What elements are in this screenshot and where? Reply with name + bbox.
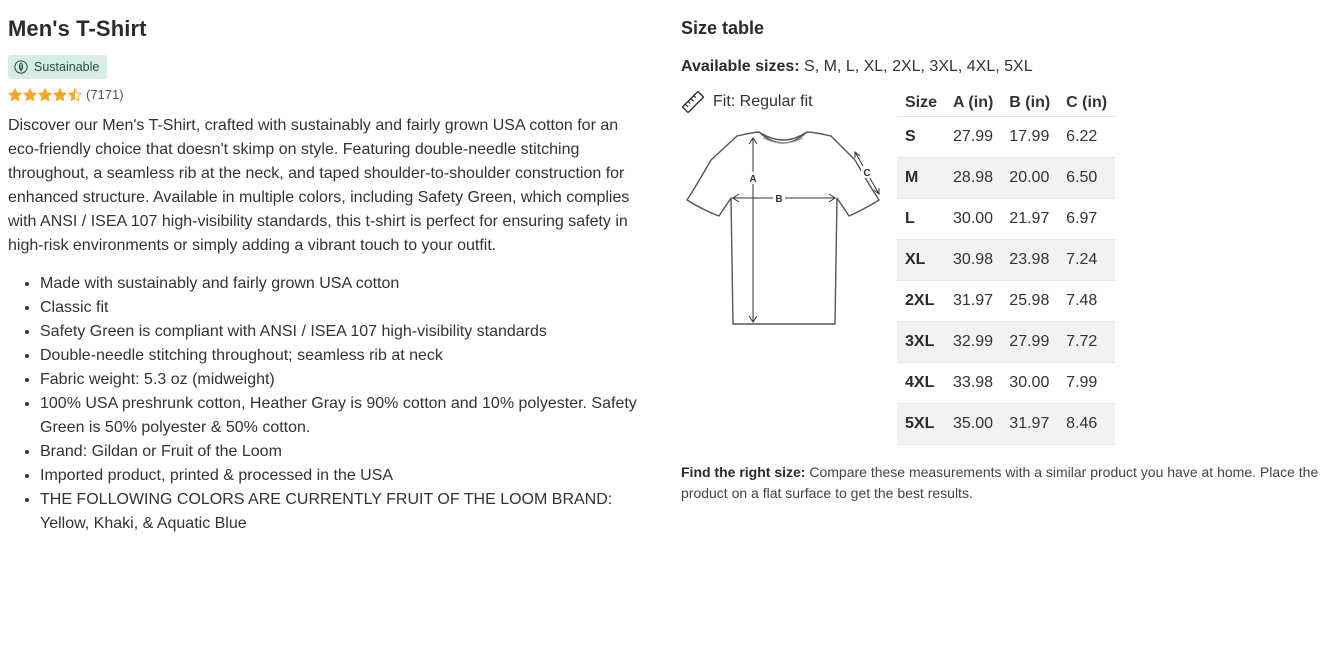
table-row: [897, 240, 1115, 281]
measurement-cell: 33.98: [945, 363, 1001, 404]
feature-list: [8, 272, 658, 536]
feature-item: • THE FOLLOWING COLORS ARE CURRENTLY FRUIT OF THE LOOM BRAND: Yellow, Khaki, & Aquatic Blue: [40, 488, 658, 536]
size-table-header-row: [897, 90, 1115, 117]
ruler-icon: [681, 90, 705, 114]
fit-panel: [681, 90, 891, 333]
header-a: A (in): [945, 90, 1001, 117]
measurement-cell: 30.00: [945, 199, 1001, 240]
product-description: Discover our Men's T-Shirt, crafted with sustainably and fairly grown USA cotton for an eco-friendly choice that doesn't skimp on style. Featuring double-needle stitching throughout, a seamless rib at the neck, and taped shoulder-to-shoulder construction for enhanced structure. Available in multiple colors, including Safety Green, which complies with ANSI / ISEA 107 high-visibility standards, this t-shirt is perfect for ensuring safety in high-risk environments or simply adding a vibrant touch to your outfit.: [8, 117, 630, 254]
size-cell: L: [897, 199, 945, 240]
table-row: [897, 363, 1115, 404]
feature-item: • Safety Green is compliant with ANSI / ISEA 107 high-visibility standards: [40, 320, 658, 344]
available-sizes: [681, 56, 1321, 78]
size-cell: 2XL: [897, 281, 945, 322]
star-icon: [38, 88, 52, 102]
measurement-cell: 6.22: [1058, 117, 1115, 158]
header-b: B (in): [1001, 90, 1058, 117]
measurement-cell: 30.00: [1001, 363, 1058, 404]
table-row: [897, 117, 1115, 158]
sustainable-badge[interactable]: [8, 55, 107, 79]
measurement-cell: 35.00: [945, 404, 1001, 445]
measurement-cell: 27.99: [1001, 322, 1058, 363]
measurement-cell: 20.00: [1001, 158, 1058, 199]
star-icon: [23, 88, 37, 102]
feature-item: • Imported product, printed & processed in the USA: [40, 464, 658, 488]
fit-row: [681, 90, 891, 114]
size-section: [681, 16, 1321, 501]
rating[interactable]: [8, 87, 658, 102]
feature-item: • Double-needle stitching throughout; seamless rib at neck: [40, 344, 658, 368]
diagram-label-c: C: [863, 168, 871, 179]
header-size: Size: [897, 90, 945, 117]
size-cell: S: [897, 117, 945, 158]
feature-item: • Fabric weight: 5.3 oz (midweight): [40, 368, 658, 392]
size-cell: XL: [897, 240, 945, 281]
diagram-label-a: A: [749, 174, 757, 185]
measurement-cell: 7.48: [1058, 281, 1115, 322]
product-title: Men's T-Shirt: [8, 16, 147, 41]
tshirt-diagram-icon: [685, 128, 881, 328]
measurement-cell: 23.98: [1001, 240, 1058, 281]
rating-count: (7171): [86, 87, 124, 102]
available-sizes-label: Available sizes:: [681, 58, 800, 75]
feature-item: • Brand: Gildan or Fruit of the Loom: [40, 440, 658, 464]
table-row: [897, 158, 1115, 199]
measurement-cell: 31.97: [945, 281, 1001, 322]
measurement-cell: 32.99: [945, 322, 1001, 363]
measurement-cell: 6.50: [1058, 158, 1115, 199]
product-details: [8, 14, 658, 536]
measurement-cell: 21.97: [1001, 199, 1058, 240]
table-row: [897, 322, 1115, 363]
size-cell: 5XL: [897, 404, 945, 445]
size-table: [897, 90, 1115, 445]
feature-item: • 100% USA preshrunk cotton, Heather Gray is 90% cotton and 10% polyester. Safety Green is 50% polyester & 50% cotton.: [40, 392, 658, 440]
measurement-cell: 8.46: [1058, 404, 1115, 445]
rating-stars: [8, 88, 82, 102]
table-row: [897, 281, 1115, 322]
table-row: [897, 404, 1115, 445]
available-sizes-value: S, M, L, XL, 2XL, 3XL, 4XL, 5XL: [804, 58, 1033, 75]
badge-label: Sustainable: [34, 60, 100, 74]
feature-item: • Made with sustainably and fairly grown USA cotton: [40, 272, 658, 296]
feature-item: • Classic fit: [40, 296, 658, 320]
find-size-note: [681, 462, 1321, 504]
measurement-cell: 7.24: [1058, 240, 1115, 281]
find-size-label: Find the right size:: [681, 464, 806, 480]
measurement-cell: 28.98: [945, 158, 1001, 199]
leaf-icon: [14, 60, 28, 74]
find-size-text: Compare these measurements with a similar product you have at home. Place the product on a flat surface to get the best results.: [681, 464, 1319, 501]
star-icon: [53, 88, 67, 102]
measurement-cell: 17.99: [1001, 117, 1058, 158]
size-cell: M: [897, 158, 945, 199]
size-cell: 4XL: [897, 363, 945, 404]
fit-label: Fit: Regular fit: [713, 93, 813, 110]
measurement-cell: 27.99: [945, 117, 1001, 158]
star-icon: [68, 88, 82, 102]
measurement-cell: 7.99: [1058, 363, 1115, 404]
header-c: C (in): [1058, 90, 1115, 117]
table-row: [897, 199, 1115, 240]
measurement-cell: 7.72: [1058, 322, 1115, 363]
measurement-cell: 30.98: [945, 240, 1001, 281]
star-icon: [8, 88, 22, 102]
measurement-cell: 25.98: [1001, 281, 1058, 322]
measurement-cell: 31.97: [1001, 404, 1058, 445]
diagram-label-b: B: [775, 194, 783, 205]
size-cell: 3XL: [897, 322, 945, 363]
measurement-cell: 6.97: [1058, 199, 1115, 240]
size-table-title: Size table: [681, 18, 765, 38]
